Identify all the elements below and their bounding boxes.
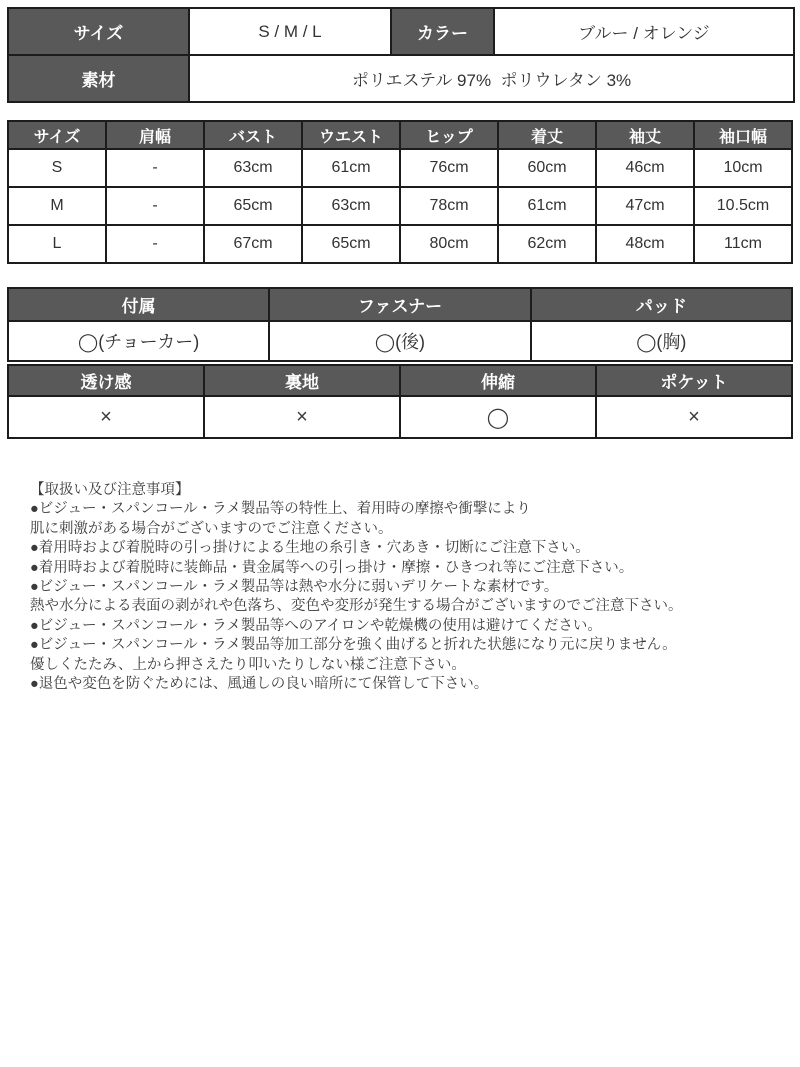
- table-row-m: [8, 187, 792, 225]
- measurements-table: [7, 120, 793, 264]
- col-header-cuff: 袖口幅: [694, 121, 792, 149]
- attr-value-lining: ×: [204, 396, 400, 438]
- measurement-cell: 46cm: [596, 149, 694, 187]
- care-notes-title: 【取扱い及び注意事項】: [30, 482, 190, 498]
- attr-value-pocket: ×: [596, 396, 792, 438]
- care-note-line: ●ビジュー・スパンコール・ラメ製品等の特性上、着用時の摩擦や衝撃により: [30, 501, 531, 518]
- attr-header-stretch: 伸縮: [400, 365, 596, 396]
- care-note-line: 熱や水分による表面の剥がれや色落ち、変色や変形が発生する場合がございますのでご注意下さい。: [30, 598, 683, 615]
- attr-header-pocket: ポケット: [596, 365, 792, 396]
- table-row-s: [8, 149, 792, 187]
- feature-value-pad: ◯(胸): [531, 321, 792, 361]
- features-table: [7, 287, 793, 362]
- attr-header-sheerness: 透け感: [8, 365, 204, 396]
- measurement-cell: 62cm: [498, 225, 596, 263]
- care-note-line: 肌に刺激がある場合がございますのでご注意ください。: [30, 520, 393, 537]
- size-label: サイズ: [8, 8, 189, 55]
- col-header-length: 着丈: [498, 121, 596, 149]
- col-header-bust: バスト: [204, 121, 302, 149]
- measurement-cell: 78cm: [400, 187, 498, 225]
- care-note-line: ●ビジュー・スパンコール・ラメ製品等は熱や水分に弱いデリケートな素材です。: [30, 579, 559, 596]
- material-label: 素材: [8, 55, 189, 102]
- feature-value-fastener: ◯(後): [269, 321, 530, 361]
- col-header-shoulder: 肩幅: [106, 121, 204, 149]
- care-notes: [30, 481, 780, 694]
- care-note-line: 優しくたたみ、上から押さえたり叩いたりしない様ご注意下さい。: [30, 656, 466, 673]
- color-label: カラー: [391, 8, 494, 55]
- feature-header-accessory: 付属: [8, 288, 269, 321]
- measurement-cell: 48cm: [596, 225, 694, 263]
- measurement-cell: 61cm: [302, 149, 400, 187]
- measurement-cell: -: [106, 187, 204, 225]
- attr-value-stretch: ◯: [400, 396, 596, 438]
- material-value: ポリエステル 97% ポリウレタン 3%: [189, 55, 794, 102]
- measurement-cell: M: [8, 187, 106, 225]
- measurement-cell: 63cm: [302, 187, 400, 225]
- col-header-waist: ウエスト: [302, 121, 400, 149]
- table-row-l: [8, 225, 792, 263]
- measurement-cell: -: [106, 149, 204, 187]
- feature-header-fastener: ファスナー: [269, 288, 530, 321]
- col-header-sleeve: 袖丈: [596, 121, 694, 149]
- measurement-cell: 80cm: [400, 225, 498, 263]
- care-note-line: ●着用時および着脱時に装飾品・貴金属等への引っ掛け・摩擦・ひきつれ等にご注意下さい。: [30, 559, 634, 576]
- col-header-hip: ヒップ: [400, 121, 498, 149]
- overview-table: [7, 7, 795, 103]
- care-note-line: ●ビジュー・スパンコール・ラメ製品等へのアイロンや乾燥機の使用は避けてください。: [30, 617, 602, 634]
- measurement-cell: 63cm: [204, 149, 302, 187]
- care-note-line: ●退色や変色を防ぐためには、風通しの良い暗所にて保管して下さい。: [30, 676, 489, 693]
- measurement-cell: 76cm: [400, 149, 498, 187]
- attr-header-lining: 裏地: [204, 365, 400, 396]
- col-header-size: サイズ: [8, 121, 106, 149]
- attributes-table: [7, 364, 793, 439]
- measurement-cell: -: [106, 225, 204, 263]
- care-note-line: ●着用時および着脱時の引っ掛けによる生地の糸引き・穴あき・切断にご注意下さい。: [30, 540, 590, 557]
- care-note-line: ●ビジュー・スパンコール・ラメ製品等加工部分を強く曲げると折れた状態になり元に戻りません。: [30, 637, 677, 654]
- measurement-cell: 11cm: [694, 225, 792, 263]
- measurement-cell: 47cm: [596, 187, 694, 225]
- color-value: ブルー / オレンジ: [494, 8, 794, 55]
- measurement-cell: 67cm: [204, 225, 302, 263]
- measurement-cell: 60cm: [498, 149, 596, 187]
- measurement-cell: 10.5cm: [694, 187, 792, 225]
- measurement-cell: 61cm: [498, 187, 596, 225]
- feature-value-accessory: ◯(チョーカー): [8, 321, 269, 361]
- measurement-cell: 10cm: [694, 149, 792, 187]
- attr-value-sheerness: ×: [8, 396, 204, 438]
- measurement-cell: L: [8, 225, 106, 263]
- feature-header-pad: パッド: [531, 288, 792, 321]
- measurement-cell: 65cm: [204, 187, 302, 225]
- measurement-cell: 65cm: [302, 225, 400, 263]
- measurement-cell: S: [8, 149, 106, 187]
- size-value: S / M / L: [189, 8, 391, 55]
